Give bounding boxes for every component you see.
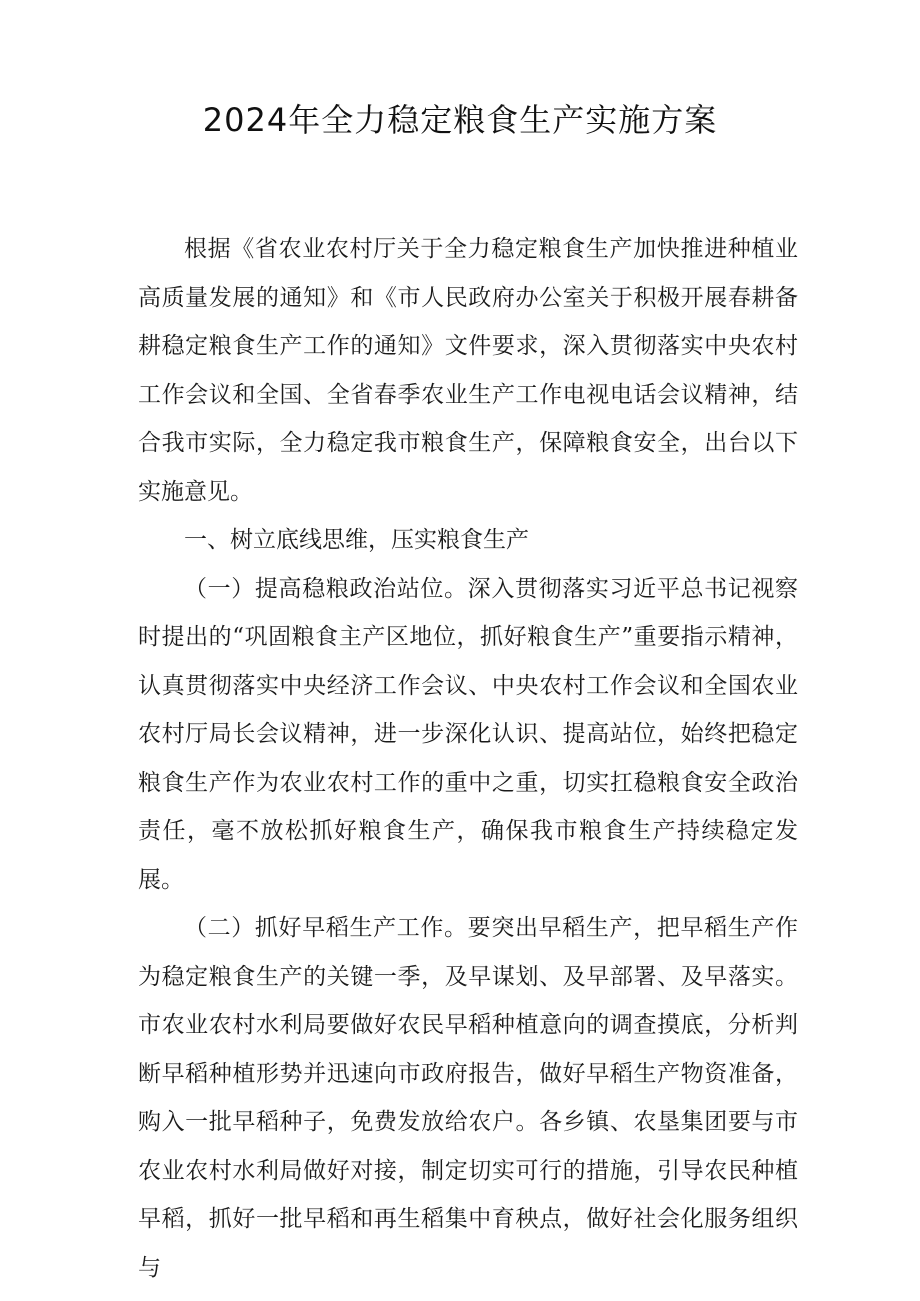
section-heading-1: 一、树立底线思维，压实粮食生产 — [184, 527, 529, 553]
subsection-paragraph-2: （二）抓好早稻生产工作。要突出早稻生产，把早稻生产作为稳定粮食生产的关键一季，及早谋划、及早部署、及早落实。市农业农村水利局要做好农民早稻种植意向的调查摸底，分析判断早稻种植形势并迅速向市政府报告，做好早稻生产物资准备，购入一批早稻种子，免费发放给农户。各乡镇、农垦集团要与市农业农村水利局做好对接，制定切实可行的措施，引导农民种植早稻，抓好一批早稻和再生稻集中育秧点，做好社会化服务组织与 — [138, 915, 798, 1281]
document-title: 2024年全力稳定粮食生产实施方案 — [202, 101, 718, 139]
document-body — [138, 225, 798, 1292]
intro-paragraph: 根据《省农业农村厅关于全力稳定粮食生产加快推进种植业高质量发展的通知》和《市人民政府办公室关于积极开展春耕备耕稳定粮食生产工作的通知》文件要求，深入贯彻落实中央农村工作会议和全国、全省春季农业生产工作电视电话会议精神，结合我市实际，全力稳定我市粮食生产，保障粮食安全，出台以下实施意见。 — [138, 236, 798, 505]
subsection-paragraph-1: （一）提高稳粮政治站位。深入贯彻落实习近平总书记视察时提出的“巩固粮食主产区地位，抓好粮食生产”重要指示精神，认真贯彻落实中央经济工作会议、中央农村工作会议和全国农业农村厅局长会议精神，进一步深化认识、提高站位，始终把稳定粮食生产作为农业农村工作的重中之重，切实扛稳粮食安全政治责任，毫不放松抓好粮食生产，确保我市粮食生产持续稳定发展。 — [138, 575, 798, 893]
